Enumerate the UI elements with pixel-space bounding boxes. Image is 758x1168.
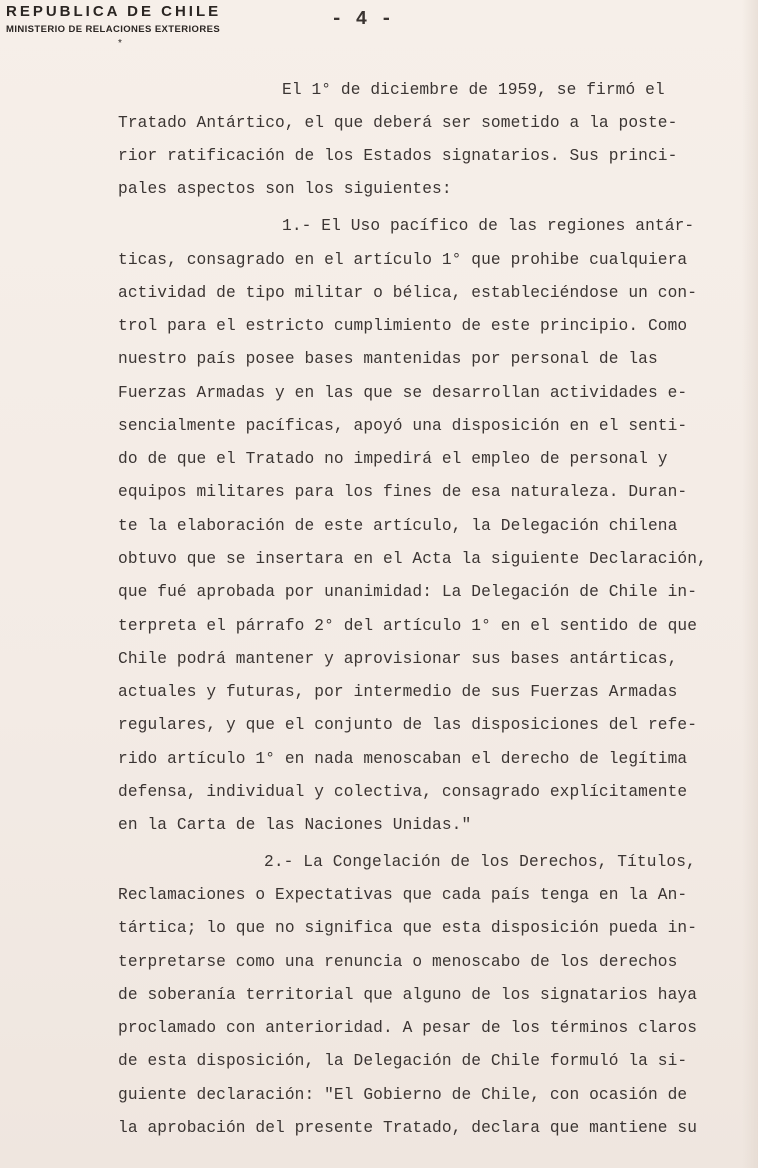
text-line: que fué aprobada por unanimidad: La Delegación de Chile in- — [118, 583, 698, 601]
text-line: Reclamaciones o Expectativas que cada país tenga en la An- — [118, 886, 688, 904]
text-line: obtuvo que se insertara en el Acta la siguiente Declaración, — [118, 550, 707, 568]
text-line: te la elaboración de este artículo, la Delegación chilena — [118, 517, 678, 535]
text-line: rior ratificación de los Estados signatarios. Sus princi- — [118, 147, 678, 165]
page-number: - 4 - — [331, 8, 394, 30]
text-line: tártica; lo que no significa que esta disposición pueda in- — [118, 919, 698, 937]
text-line: equipos militares para los fines de esa naturaleza. Duran- — [118, 483, 688, 501]
text-line: nuestro país posee bases mantenidas por personal de las — [118, 350, 658, 368]
text-line: 2.- La Congelación de los Derechos, Títulos, — [264, 853, 696, 871]
text-line: sencialmente pacíficas, apoyó una disposición en el senti- — [118, 417, 688, 435]
text-line: terpreta el párrafo 2° del artículo 1° en el sentido de que — [118, 617, 698, 635]
letterhead-country: REPUBLICA DE CHILE — [6, 3, 222, 20]
text-line: El 1° de diciembre de 1959, se firmó el — [282, 81, 665, 99]
text-line: ticas, consagrado en el artículo 1° que prohibe cualquiera — [118, 251, 688, 269]
text-line: de esta disposición, la Delegación de Chile formuló la si- — [118, 1052, 688, 1070]
letterhead-mark: * — [118, 38, 122, 49]
text-line: terpretarse como una renuncia o menoscabo de los derechos — [118, 953, 678, 971]
text-line: rido artículo 1° en nada menoscaban el derecho de legítima — [118, 750, 688, 768]
text-line: defensa, individual y colectiva, consagrado explícitamente — [118, 783, 688, 801]
text-line: Chile podrá mantener y aprovisionar sus bases antárticas, — [118, 650, 678, 668]
text-line: la aprobación del presente Tratado, declara que mantiene su — [118, 1119, 698, 1137]
text-line: en la Carta de las Naciones Unidas." — [118, 816, 472, 834]
text-line: actividad de tipo militar o bélica, estableciéndose un con- — [118, 284, 698, 302]
text-line: Tratado Antártico, el que deberá ser sometido a la poste- — [118, 114, 678, 132]
text-line: pales aspectos son los siguientes: — [118, 180, 452, 198]
text-line: actuales y futuras, por intermedio de sus Fuerzas Armadas — [118, 683, 678, 701]
page-edge-shadow — [742, 0, 758, 1168]
text-line: do de que el Tratado no impedirá el empleo de personal y — [118, 450, 668, 468]
text-line: regulares, y que el conjunto de las disposiciones del refe- — [118, 716, 698, 734]
text-line: proclamado con anterioridad. A pesar de los términos claros — [118, 1019, 698, 1037]
letterhead-ministry: MINISTERIO DE RELACIONES EXTERIORES — [6, 24, 221, 35]
text-line: Fuerzas Armadas y en las que se desarrollan actividades e- — [118, 384, 688, 402]
text-line: trol para el estricto cumplimiento de este principio. Como — [118, 317, 688, 335]
text-line: guiente declaración: "El Gobierno de Chile, con ocasión de — [118, 1086, 688, 1104]
text-line: de soberanía territorial que alguno de los signatarios haya — [118, 986, 698, 1004]
text-line: 1.- El Uso pacífico de las regiones antár- — [282, 217, 695, 235]
